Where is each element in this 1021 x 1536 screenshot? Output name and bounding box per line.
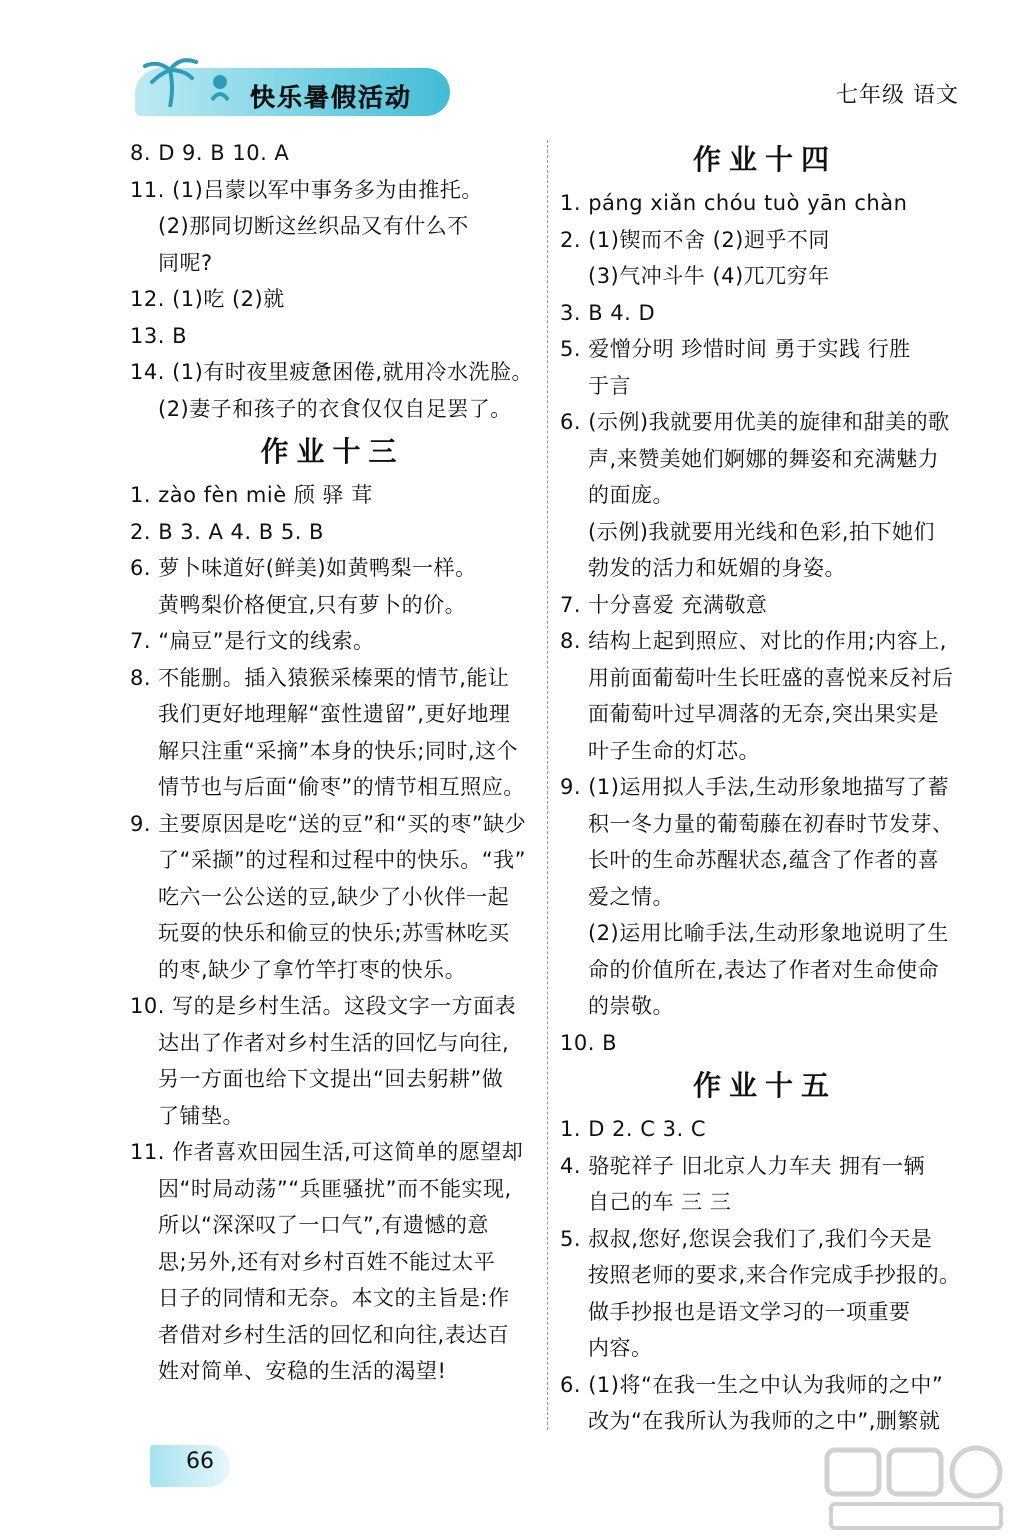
answer-line: 者借对乡村生活的回忆和向往,表达百 <box>158 1322 510 1347</box>
answer-line: 了铺垫。 <box>158 1103 244 1128</box>
section-heading: 作业十三 <box>260 435 405 468</box>
answer-line: 6. (1)将“在我一生之中认为我师的之中” <box>560 1372 944 1397</box>
banner-title: 快乐暑假活动 <box>250 83 413 112</box>
answer-line: 11. 作者喜欢田园生活,可这简单的愿望却 <box>130 1140 524 1164</box>
answer-line: 达出了作者对乡村生活的回忆与向往, <box>158 1030 510 1055</box>
answer-line: 13. B <box>130 323 187 348</box>
answer-line: 9. 主要原因是吃“送的豆”和“买的枣”缺少 <box>130 811 527 836</box>
answer-line: 另一方面也给下文提出“回去躬耕”做 <box>158 1067 504 1091</box>
answer-line: 2. (1)锲而不舍 (2)迥乎不同 <box>560 227 830 252</box>
watermark-logo <box>821 1444 1011 1534</box>
answer-line: (3)气冲斗牛 (4)兀兀穷年 <box>588 264 830 288</box>
answer-line: (2)运用比喻手法,生动形象地说明了生 <box>588 921 949 945</box>
page-number: 66 <box>186 1449 214 1474</box>
answer-line: 1. zào fèn miè 颀 驿 茸 <box>130 483 373 507</box>
answer-line: 勃发的活力和妩媚的身姿。 <box>588 556 846 580</box>
section-heading: 作业十四 <box>692 143 837 176</box>
column-divider <box>547 140 548 1430</box>
answer-line: 爱之情。 <box>588 884 674 909</box>
answer-line: 14. (1)有时夜里疲惫困倦,就用冷水洗脸。 <box>130 360 533 384</box>
answer-line: 6. 萝卜味道好(鲜美)如黄鸭梨一样。 <box>130 556 477 580</box>
answer-line: 所以“深深叹了一口气”,有遗憾的意 <box>158 1213 489 1237</box>
answer-line: 1. D 2. C 3. C <box>560 1117 706 1141</box>
answer-line: 吃六一公公送的豆,缺少了小伙伴一起 <box>158 884 510 909</box>
answer-line: 于言 <box>588 373 631 398</box>
answer-line: 的枣,缺少了拿竹竿打枣的快乐。 <box>158 957 467 982</box>
answer-line: 2. B 3. A 4. B 5. B <box>130 519 324 544</box>
answer-line: 命的价值所在,表达了作者对生命使命 <box>588 957 940 982</box>
answer-line: 因“时局动荡”“兵匪骚扰”而不能实现, <box>158 1176 512 1201</box>
answer-line: 5. 爱憎分明 珍惜时间 勇于实践 行胜 <box>560 337 911 361</box>
answer-line: 玩耍的快乐和偷豆的快乐;苏雪林吃买 <box>158 921 510 945</box>
answer-line: 长叶的生命苏醒状态,蕴含了作者的喜 <box>588 848 940 872</box>
answer-line: 叶子生命的灯芯。 <box>588 738 760 763</box>
answer-line: 黄鸭梨价格便宜,只有萝卜的价。 <box>158 592 467 617</box>
answer-line: 面葡萄叶过早凋落的无奈,突出果实是 <box>588 702 940 726</box>
answer-line: 改为“在我所认为我师的之中”,删繁就 <box>588 1409 941 1433</box>
answer-line: 6. (示例)我就要用优美的旋律和甜美的歌 <box>560 410 950 434</box>
answer-line: 7. “扁豆”是行文的线索。 <box>130 629 375 653</box>
answer-line: 自己的车 三 三 <box>588 1190 732 1214</box>
answer-line: 日子的同情和无奈。本文的主旨是:作 <box>158 1286 510 1310</box>
answer-line: 12. (1)吃 (2)就 <box>130 287 285 311</box>
answer-line: 11. (1)吕蒙以军中事务多为由推托。 <box>130 177 483 202</box>
grade-subject: 七年级 语文 <box>836 83 959 108</box>
answer-line: 4. 骆驼祥子 旧北京人力车夫 拥有一辆 <box>560 1153 926 1178</box>
answer-line: 思;另外,还有对乡村百姓不能过太平 <box>158 1249 496 1274</box>
answer-line: 的崇敬。 <box>588 994 674 1018</box>
section-heading: 作业十五 <box>692 1069 837 1102</box>
answer-line: 声,来赞美她们婀娜的舞姿和充满魅力 <box>588 446 940 471</box>
answer-line: 10. B <box>560 1030 617 1055</box>
answer-line: 按照老师的要求,来合作完成手抄报的。 <box>588 1263 961 1287</box>
answer-line: 了“采撷”的过程和过程中的快乐。“我” <box>158 848 527 872</box>
answer-line: 解只注重“采摘”本身的快乐;同时,这个 <box>158 738 519 763</box>
answer-line: 的面庞。 <box>588 483 674 507</box>
answer-line: (2)妻子和孩子的衣食仅仅自足罢了。 <box>158 396 512 421</box>
palm-tree-icon <box>140 52 250 112</box>
answer-line: 1. páng xiǎn chóu tuò yān chàn <box>560 191 908 215</box>
answer-line: 做手抄报也是语文学习的一项重要 <box>588 1299 911 1324</box>
answer-line: 用前面葡萄叶生长旺盛的喜悦来反衬后 <box>588 665 954 690</box>
answer-line: 8. 不能删。插入猿猴采榛栗的情节,能让 <box>130 665 510 690</box>
answer-line: 5. 叔叔,您好,您误会我们了,我们今天是 <box>560 1226 933 1251</box>
page-header <box>0 0 1021 125</box>
answer-line: 我们更好地理解“蛮性遗留”,更好地理 <box>158 702 511 726</box>
answer-line: (2)那同切断这丝织品又有什么不 <box>158 214 469 238</box>
answer-line: 姓对简单、安稳的生活的渴望! <box>158 1359 447 1383</box>
answer-line: 10. 写的是乡村生活。这段文字一方面表 <box>130 994 517 1018</box>
answer-line: 积一冬力量的葡萄藤在初春时节发芽、 <box>588 811 954 836</box>
answer-line: 8. D 9. B 10. A <box>130 141 290 165</box>
answer-line: 7. 十分喜爱 充满敬意 <box>560 592 768 617</box>
answer-line: (示例)我就要用光线和色彩,拍下她们 <box>588 519 936 544</box>
answer-line: 内容。 <box>588 1336 653 1360</box>
right-column <box>560 135 970 1440</box>
answer-line: 3. B 4. D <box>560 300 656 325</box>
answer-line: 同呢? <box>158 250 213 275</box>
answer-line: 情节也与后面“偷枣”的情节相互照应。 <box>158 775 525 799</box>
answer-line: 9. (1)运用拟人手法,生动形象地描写了蓄 <box>560 775 950 799</box>
left-column <box>130 135 535 1390</box>
answer-line: 8. 结构上起到照应、对比的作用;内容上, <box>560 629 947 653</box>
